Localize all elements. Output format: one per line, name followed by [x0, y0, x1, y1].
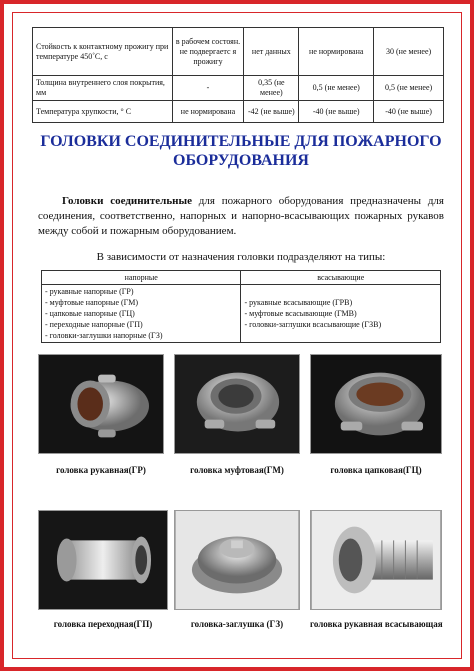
spec-row [33, 76, 444, 101]
spec-cell: 0,5 (не менее) [374, 76, 444, 101]
photo-caption: головка-заглушка (ГЗ) [190, 619, 284, 629]
photo-caption: головка цапковая(ГЦ) [330, 465, 422, 475]
spec-cell: не нормирована [172, 101, 244, 123]
list-item: - муфтовые напорные (ГМ) [45, 298, 138, 307]
spec-cell: не нормирована [299, 28, 374, 76]
adapter-coupling-photo [38, 510, 168, 610]
list-item: - головки-заглушки напорные (ГЗ) [45, 331, 163, 340]
list-item: - головки-заглушки всасывающие (ГЗВ) [244, 320, 382, 329]
types-table [41, 270, 441, 343]
threaded-coupling-photo [174, 354, 300, 454]
spec-label: Толщина внутреннего слоя покрытия, мм [33, 76, 173, 101]
list-item: - рукавные напорные (ГР) [45, 287, 134, 296]
cap-coupling-photo [174, 510, 300, 610]
hose-coupling-photo [38, 354, 164, 454]
photo-caption: головка муфтовая(ГМ) [190, 465, 284, 475]
types-note: В зависимости от назначения головки подразделяют на типы: [96, 251, 386, 263]
spec-cell: -40 (не выше) [299, 101, 374, 123]
photo-caption: головка переходная(ГП) [53, 619, 153, 629]
photo-caption: головка рукавная(ГР) [56, 465, 146, 475]
list-item: - муфтовые всасывающие (ГМВ) [244, 309, 357, 318]
spec-table [32, 27, 444, 123]
intro-text: для пожарного оборудования предназначены для соединения, соответственно, напорных и напорно-всасывающих пожарных рукавов между собой и пожарным оборудованием. [38, 195, 444, 237]
spec-cell: нет данных [244, 28, 299, 76]
list-item: - переходные напорные (ГП) [45, 320, 143, 329]
pressure-list [42, 285, 241, 343]
spec-row [33, 28, 444, 76]
spec-cell: в рабочем состоян. не подвергаетс я прожигу [172, 28, 244, 76]
spec-cell: 0,35 (не менее) [244, 76, 299, 101]
spec-cell: 30 (не менее) [374, 28, 444, 76]
photo-caption: головка рукавная всасывающая [310, 619, 443, 629]
suction-coupling-photo [310, 510, 442, 610]
spec-cell: - [172, 76, 244, 101]
intro-bold: Головки соединительные [62, 195, 192, 207]
page-title: ГОЛОВКИ СОЕДИНИТЕЛЬНЫЕ ДЛЯ ПОЖАРНОГО ОБОРУДОВАНИЯ [40, 133, 442, 169]
spigot-coupling-photo [310, 354, 442, 454]
spec-label: Температура хрупкости, ° С [33, 101, 173, 123]
types-header-pressure: напорные [42, 271, 241, 285]
types-header-suction: всасывающие [241, 271, 441, 285]
spec-cell: 0,5 (не менее) [299, 76, 374, 101]
spec-label: Стойкость к контактному прожигу при температуре 450˚С, с [33, 28, 173, 76]
spec-cell: -40 (не выше) [374, 101, 444, 123]
suction-list [241, 285, 441, 343]
list-item: - цапковые напорные (ГЦ) [45, 309, 135, 318]
spec-row [33, 101, 444, 123]
intro-paragraph [38, 194, 444, 239]
list-item: - рукавные всасывающие (ГРВ) [244, 298, 353, 307]
spec-cell: -42 (не выше) [244, 101, 299, 123]
